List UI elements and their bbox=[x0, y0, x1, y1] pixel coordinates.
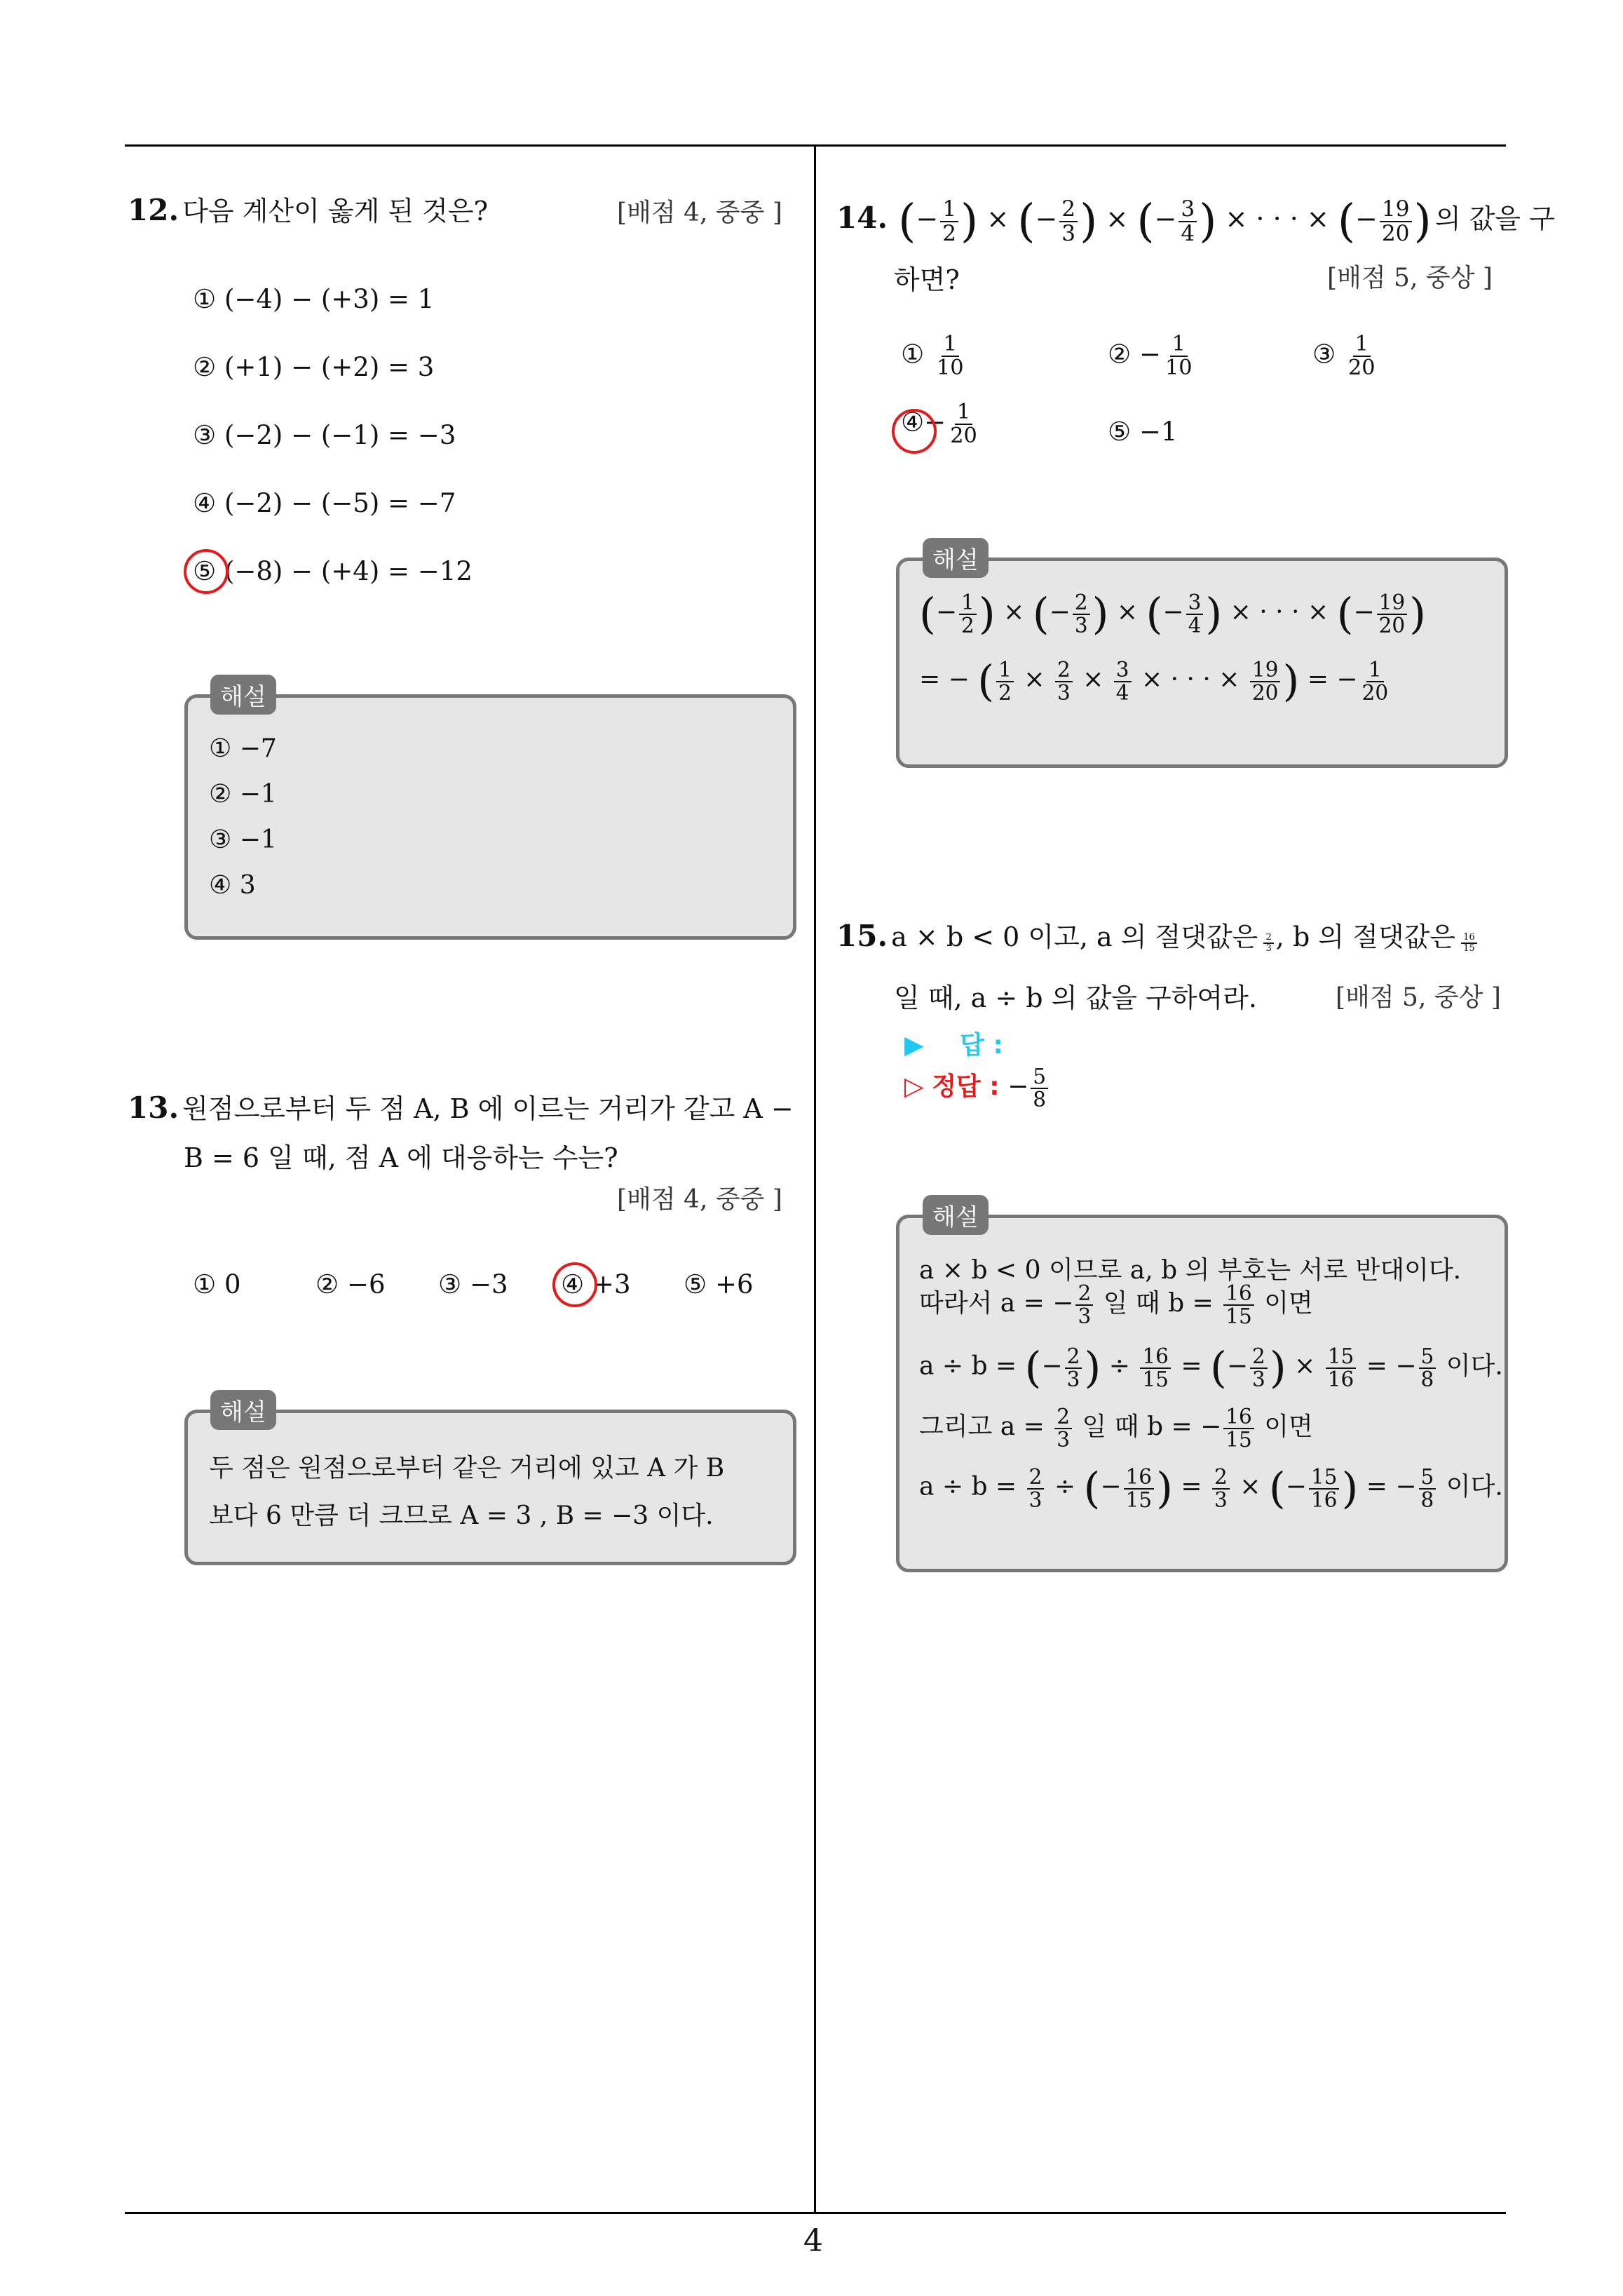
answer-label: 답 : bbox=[960, 1031, 1003, 1060]
q12-explanation-box bbox=[184, 694, 796, 940]
option-text: (−4) − (+3) = 1 bbox=[224, 284, 435, 314]
q15-explain-4: 그리고 a = $\frac{2}{3}$ 일 때 b = − $\frac{16}{15}$ 이면 bbox=[919, 1405, 1313, 1452]
q12-explanation-tag: 해설 bbox=[210, 675, 276, 715]
q13-option-2[interactable] bbox=[315, 1269, 385, 1299]
q15-explanation-tag: 해설 bbox=[923, 1195, 989, 1235]
option-mark: ③ bbox=[193, 420, 217, 450]
answer-circle-marker bbox=[184, 549, 229, 594]
option-text: −6 bbox=[346, 1269, 386, 1299]
q12-meta: [배점 4, 중중 ] bbox=[617, 198, 782, 227]
correct-arrow-icon: ▷ bbox=[904, 1072, 924, 1101]
q14-option-3[interactable] bbox=[1312, 333, 1380, 379]
option-fraction: $\frac{1}{20}$ bbox=[950, 400, 977, 448]
q14-explanation-tag: 해설 bbox=[923, 538, 989, 578]
q15-explain-5: a ÷ b = $\frac{2}{3}$ ÷ (− $\frac{16}{15}$ ) = $\frac{2}{3}$ × (− $\frac{15}{16}$ ) = − $\frac{5}{8}$ 이다. bbox=[919, 1464, 1503, 1513]
option-text: 0 bbox=[224, 1269, 241, 1299]
option-text: (+1) − (+2) = 3 bbox=[224, 352, 435, 382]
q12-explain-3: ③ −1 bbox=[209, 825, 277, 854]
q13-option-5[interactable] bbox=[684, 1269, 753, 1299]
q14-option-1[interactable] bbox=[901, 333, 968, 379]
option-text: +3 bbox=[592, 1269, 631, 1299]
q12-option-1[interactable] bbox=[193, 284, 434, 314]
q14-meta: [배점 5, 중상 ] bbox=[1327, 264, 1493, 292]
option-fraction: $\frac{1}{10}$ bbox=[1164, 332, 1193, 380]
q14-number: 14. bbox=[836, 201, 888, 235]
q14-title bbox=[836, 195, 1555, 248]
option-fraction: $\frac{1}{10}$ bbox=[936, 332, 964, 380]
q14-option-4[interactable]: ④− $\frac{1}{20}$ bbox=[901, 401, 982, 447]
option-mark: ④ bbox=[193, 488, 217, 518]
option-mark: ⑤ bbox=[684, 1269, 707, 1299]
page-number: 4 bbox=[803, 2223, 823, 2259]
answer-circle-marker bbox=[892, 409, 937, 454]
option-mark: ① bbox=[193, 284, 217, 314]
option-fraction: $\frac{1}{20}$ bbox=[1347, 332, 1376, 380]
q13-line2: B = 6 일 때, 점 A 에 대응하는 수는? bbox=[184, 1142, 618, 1173]
q12-explain-1: ① −7 bbox=[209, 734, 277, 763]
q12-option-3[interactable] bbox=[193, 420, 456, 450]
q14-line2: 하면? bbox=[894, 264, 960, 295]
correct-value: − $\frac{5}{8}$ bbox=[1007, 1072, 1050, 1101]
option-mark: ① bbox=[901, 339, 925, 370]
option-mark: ① bbox=[193, 1269, 217, 1299]
option-text: (−2) − (−1) = −3 bbox=[224, 420, 456, 450]
q15-explain-3: a ÷ b = (− $\frac{2}{3}$ ) ÷ $\frac{16}{15}$ = (− $\frac{2}{3}$ ) × $\frac{15}{16}$ = − $\frac{5}{8}$ 이다. bbox=[919, 1343, 1503, 1393]
q13-option-3[interactable] bbox=[438, 1269, 508, 1299]
option-text: +6 bbox=[714, 1269, 754, 1299]
correct-label: 정답 : bbox=[932, 1072, 1000, 1101]
q15-explain-2: 따라서 a = − $\frac{2}{3}$ 일 때 b = $\frac{16}{15}$ 이면 bbox=[919, 1281, 1313, 1328]
q13-line1: 원점으로부터 두 점 A, B 에 이르는 거리가 같고 A − bbox=[182, 1093, 794, 1124]
option-mark: ④ bbox=[561, 1269, 585, 1299]
answer-circle-marker bbox=[552, 1262, 597, 1307]
q12-option-2[interactable] bbox=[193, 352, 434, 382]
answer-arrow-icon: ▶ bbox=[904, 1031, 924, 1060]
q14-option-5[interactable]: ⑤ −1 bbox=[1108, 417, 1178, 447]
q13-explanation-box bbox=[184, 1410, 796, 1565]
bottom-rule bbox=[125, 2212, 1506, 2214]
q14-option-2[interactable]: ② − $\frac{1}{10}$ bbox=[1108, 333, 1197, 379]
option-text: −3 bbox=[469, 1269, 508, 1299]
q13-explain-1: 두 점은 원점으로부터 같은 거리에 있고 A 가 B bbox=[209, 1454, 725, 1483]
option-mark: ④ bbox=[901, 407, 925, 438]
q15-correct-row bbox=[904, 1066, 1050, 1111]
q12-option-4[interactable] bbox=[193, 488, 456, 518]
q15-explain-1: a × b < 0 이므로 a, b 의 부호는 서로 반대이다. bbox=[919, 1256, 1462, 1285]
q12-explain-2: ② −1 bbox=[209, 780, 277, 809]
q15-line2: 일 때, a ÷ b 의 값을 구하여라. bbox=[894, 982, 1257, 1013]
q13-meta: [배점 4, 중중 ] bbox=[617, 1185, 782, 1214]
q13-title bbox=[128, 1087, 794, 1126]
column-divider bbox=[814, 144, 816, 2213]
q15-frac-a: $\frac{2}{3}$ bbox=[1263, 933, 1273, 954]
option-text: (−8) − (+4) = −12 bbox=[224, 556, 473, 586]
q15-frac-b: $\frac{16}{15}$ bbox=[1461, 933, 1477, 954]
option-mark: ⑤ bbox=[1108, 417, 1132, 447]
q13-option-1[interactable] bbox=[193, 1269, 240, 1299]
option-mark: ② bbox=[315, 1269, 339, 1299]
q12-text: 다음 계산이 옳게 된 것은? bbox=[182, 196, 488, 227]
q15-line1a: a × b < 0 이고, a 의 절댓값은 bbox=[891, 921, 1258, 952]
q15-answer-row[interactable] bbox=[904, 1025, 1003, 1061]
option-mark: ③ bbox=[1312, 339, 1336, 370]
q13-explanation-tag: 해설 bbox=[210, 1390, 276, 1430]
option-mark: ③ bbox=[438, 1269, 462, 1299]
q14-explanation-box bbox=[896, 558, 1508, 768]
q12-title bbox=[128, 189, 488, 228]
q15-title bbox=[836, 915, 1479, 954]
q14-tail: 의 값을 구 bbox=[1434, 203, 1555, 234]
q14-explain-line2: = − ( $\frac{1}{2}$ × $\frac{2}{3}$ × $\frac{3}{4}$ × · · · × $\frac{19}{20}$ ) = − $\frac{1}{20}$ bbox=[919, 656, 1389, 706]
q14-explain-line1: (− $\frac{1}{2}$ ) × (− $\frac{2}{3}$ ) × (− $\frac{3}{4}$ ) × · · · × (− $\frac{19}{20}$ ) bbox=[919, 589, 1427, 639]
q13-explain-2: 보다 6 만큼 더 크므로 A = 3 , B = −3 이다. bbox=[209, 1501, 714, 1530]
q12-explain-4: ④ 3 bbox=[209, 871, 256, 900]
q12-option-5[interactable] bbox=[193, 556, 473, 586]
option-mark: ⑤ bbox=[193, 556, 217, 586]
q13-number: 13. bbox=[128, 1090, 179, 1125]
q14-expression: (− $\frac{1}{2}$ ) × (− $\frac{2}{3}$ ) × (− $\frac{3}{4}$ ) × · · · × (− $\frac{19}{20}$ ) bbox=[898, 195, 1432, 248]
q15-meta: [배점 5, 중상 ] bbox=[1336, 983, 1501, 1012]
option-mark: ② bbox=[1108, 339, 1132, 370]
q12-number: 12. bbox=[128, 193, 179, 227]
q15-explanation-box bbox=[896, 1215, 1508, 1572]
q15-number: 15. bbox=[836, 919, 888, 953]
option-text: (−2) − (−5) = −7 bbox=[224, 488, 456, 518]
option-mark: ② bbox=[193, 352, 217, 382]
q15-line1b: , b 의 절댓값은 bbox=[1275, 921, 1455, 952]
